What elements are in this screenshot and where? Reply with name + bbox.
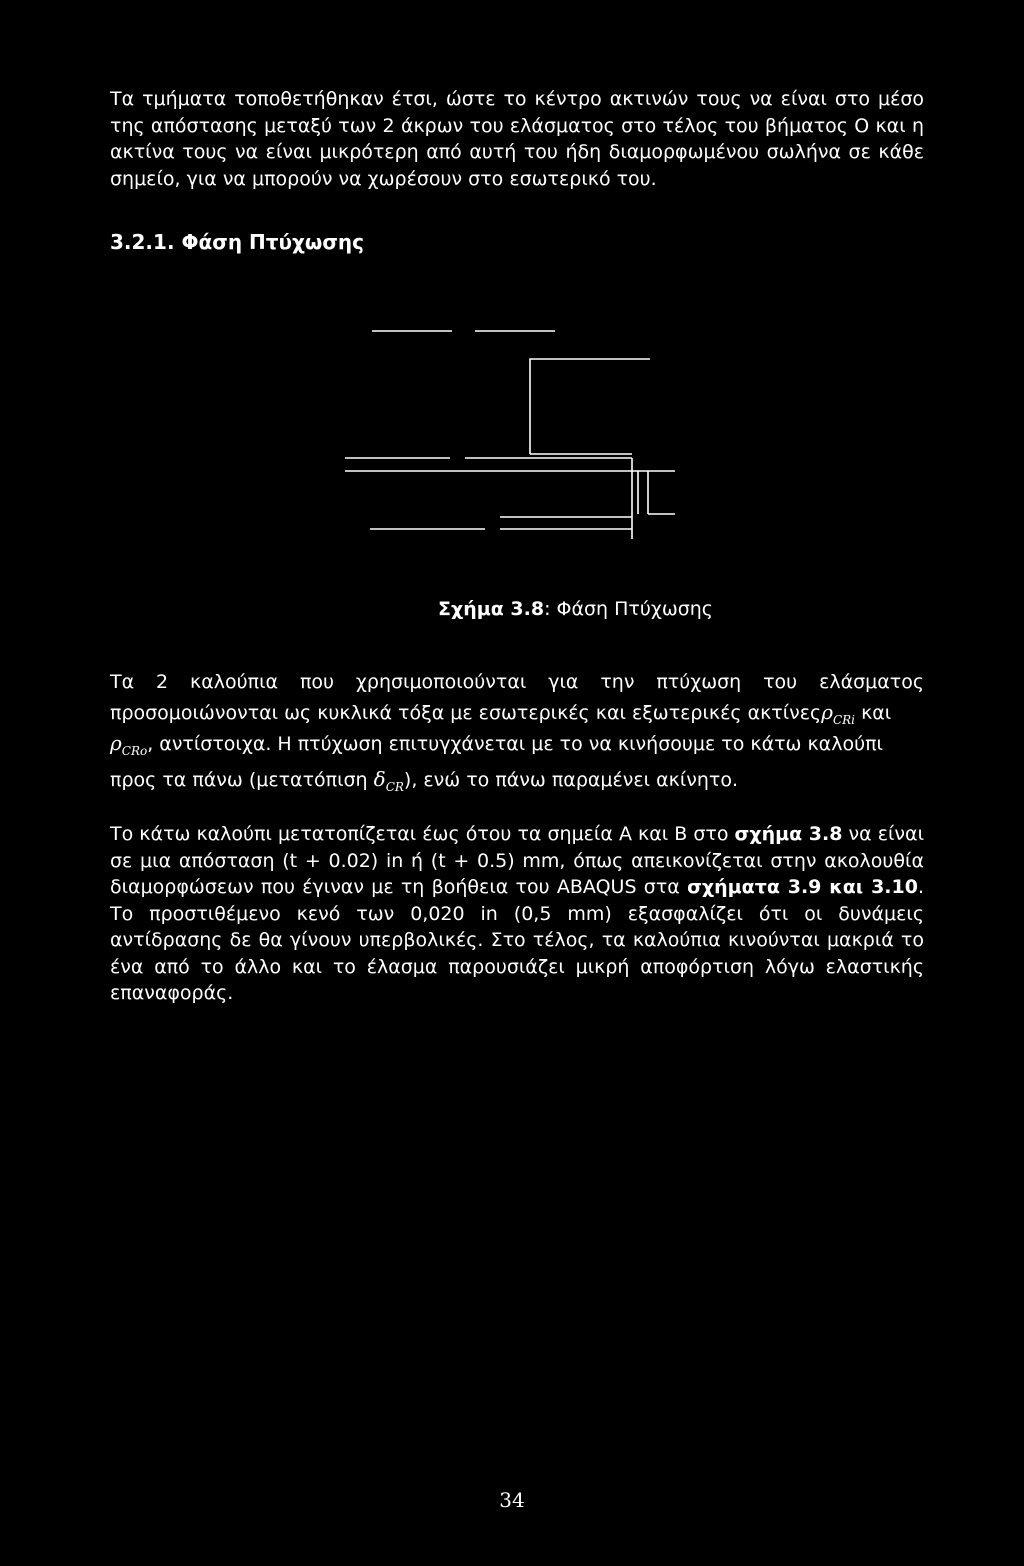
paragraph2-line2-end: και [861, 702, 892, 724]
paragraph2-line1: Τα 2 καλούπια που χρησιμοποιούνται για την πτύχωση του ελάσματος [110, 671, 924, 693]
figure-ref-3-8: σχήμα 3.8 [734, 823, 843, 845]
figure-ref-3-9-3-10: σχήματα 3.9 και 3.10 [687, 876, 918, 898]
rho-cro-symbol: $\rho_{CRo}$ [110, 731, 148, 758]
paragraph2-line3-text: , αντίστοιχα. Η πτύχωση επιτυγχάνεται με το να κινήσουμε το κάτω καλούπι [147, 733, 883, 755]
rho-cri-symbol: $\rho_{CRi}$ [821, 700, 856, 727]
page-number: 34 [499, 1488, 525, 1512]
section-heading: 3.2.1. Φάση Πτύχωσης [110, 230, 364, 254]
paragraph2-line4: προς τα πάνω (μετατόπιση $\delta_{CR}$), ενώ το πάνω παραμένει ακίνητο. [110, 767, 739, 794]
intro-paragraph: Τα τμήματα τοποθετήθηκαν έτσι, ώστε το κέντρο ακτινών τους να είναι στο μέσο της απόστασης μεταξύ των 2 άκρων του ελάσματος στο τέλος του βήματος Ο και η ακτίνα τους να είναι μικρότερη από αυτή του ήδη διαμορφωμένου σωλήνα σε κάθε σημείο, για να μπορούν να χωρέσουν στο εσωτερικό του. [110, 88, 924, 190]
paragraph3: Το κάτω καλούπι μετατοπίζεται έως ότου τα σημεία Α και Β στο σχήμα 3.8 να είναι σε μια απόσταση (t + 0.02) in ή (t + 0.5) mm, όπως απεικονίζεται στην ακολουθία διαμορφώσεων που έγιναν με τη βοήθεια του ABAQUS στα σχήματα 3.9 και 3.10. Το προστιθέμενο κενό των 0,020 in (0,5 mm) εξασφαλίζει ότι οι δυνάμεις αντίδρασης δε θα γίνουν υπερβολικές. Στο τέλος, τα καλούπια κινούνται μακριά το ένα από το άλλο και το έλασμα παρουσιάζει μικρή αποφόρτιση λόγω ελαστικής επαναφοράς. [110, 823, 924, 1004]
figure-caption-text: : Φάση Πτύχωσης [544, 598, 713, 620]
delta-cr-symbol: $\delta_{CR}$ [373, 767, 404, 794]
figure-caption [438, 598, 713, 620]
crimping-phase-figure [330, 318, 720, 548]
paragraph2-line2-text: προσομοιώνονται ως κυκλικά τόξα με εσωτερικές και εξωτερικές ακτίνες [110, 702, 822, 724]
paragraph2-line3 [110, 731, 924, 758]
figure-caption-label: Σχήμα 3.8 [438, 598, 545, 620]
paragraph2-line2 [110, 700, 924, 727]
